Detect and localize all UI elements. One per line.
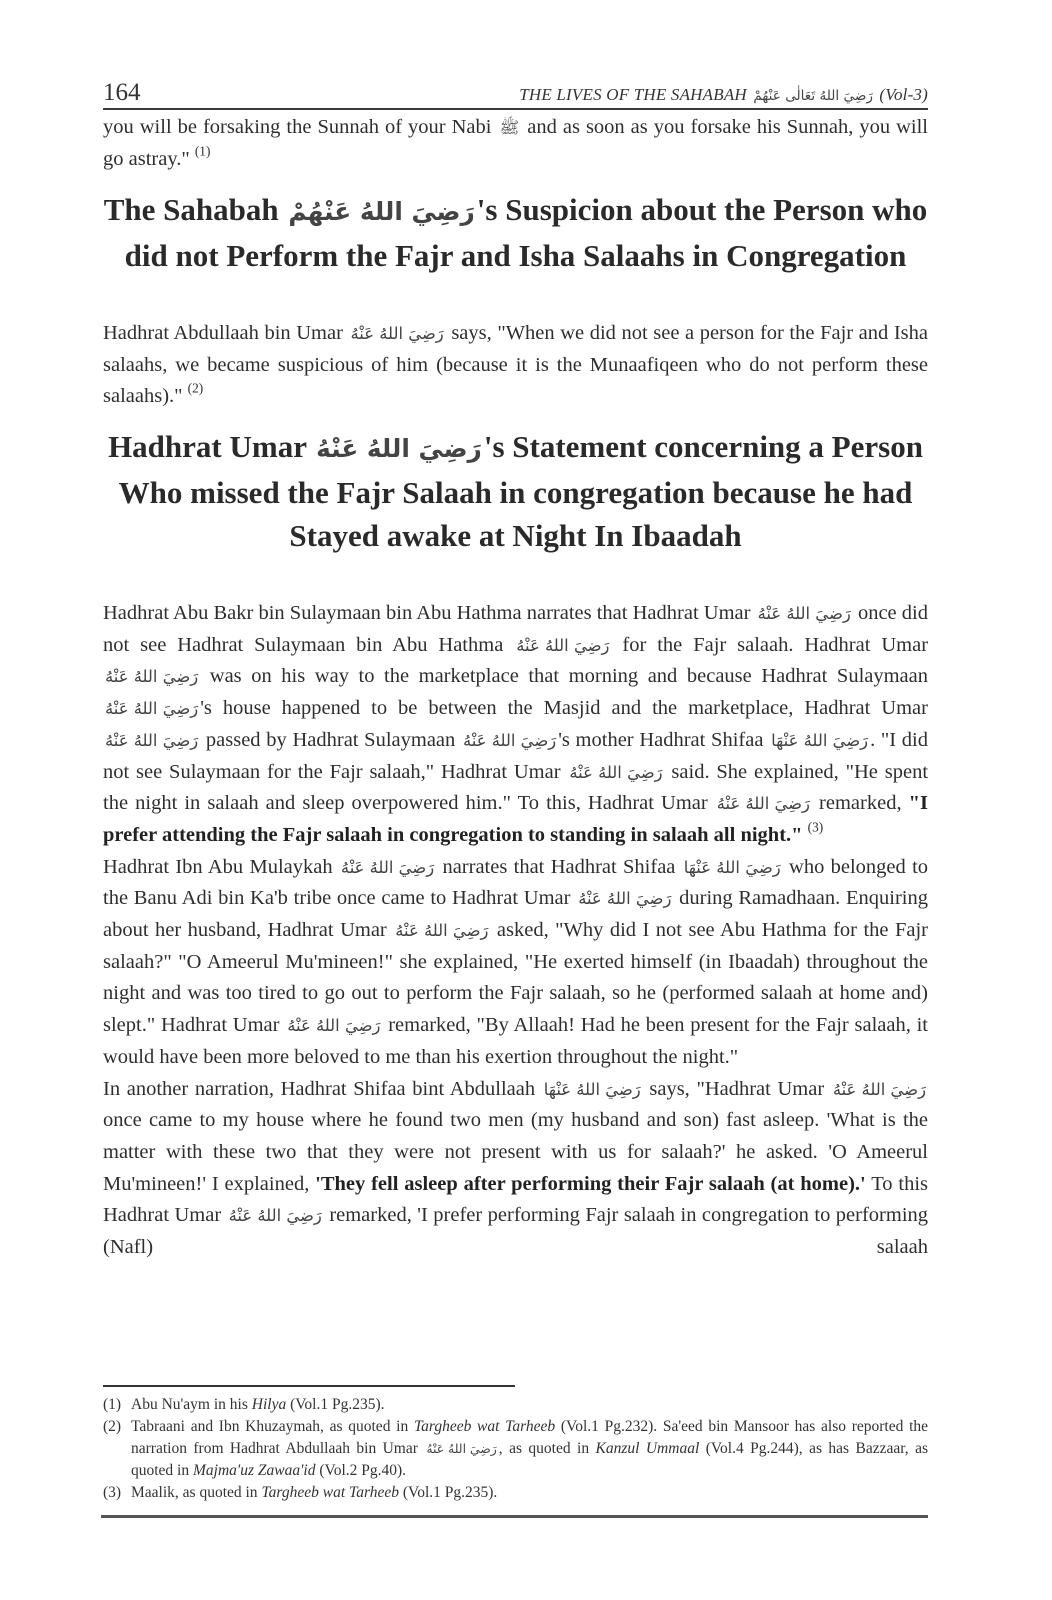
honorific-female-icon: رَضِيَ اللهُ عَنْهَا (543, 1079, 641, 1099)
text-run: 's house happened to be between the Masjid and the marketplace, Hadhrat Umar (200, 697, 928, 720)
section-heading-umar-statement (103, 425, 928, 558)
source-title: Hilya (251, 1396, 287, 1413)
text-run: passed by Hadhrat Sulaymaan (205, 728, 456, 751)
heading-text: The Sahabah (103, 192, 279, 227)
text-run: during Ramadhaan. Enquiring about her husband, Hadhrat Umar (103, 887, 928, 942)
source-title: Targheeb wat Tarheeb (413, 1418, 556, 1435)
volume-label: (Vol-3) (879, 85, 928, 104)
text-run: (Vol.1 Pg.235). (402, 1484, 498, 1501)
running-header (103, 78, 928, 110)
footnote-ref-1[interactable]: (1) (194, 143, 211, 159)
text-run: remarked, (819, 792, 902, 815)
honorific-male-icon: رَضِيَ اللهُ عَنْهُ (462, 730, 557, 750)
text-run: To this Hadhrat Umar (103, 1172, 929, 1227)
footnote-text (131, 1416, 928, 1482)
text-run: (Vol.2 Pg.40). (319, 1462, 407, 1479)
footnote-1 (103, 1394, 928, 1416)
honorific-plural-icon: رَضِيَ اللهُ عَنْهُمْ (288, 197, 475, 226)
honorific-male-icon: رَضِيَ اللهُ عَنْهُ (105, 667, 199, 687)
bold-quote: "I prefer attending the Fajr salaah in congregation to standing in salaah all night." (103, 792, 929, 846)
text-run: says, "When we did not see a person for the Fajr and Isha salaahs, we became suspicious of him (because it is the Munaafiqeen who do not perform these salaahs)." (103, 322, 929, 408)
section2-body (103, 598, 928, 1264)
honorific-male-icon: رَضِيَ اللهُ عَنْهُ (832, 1079, 927, 1099)
footnote-2 (103, 1416, 928, 1482)
source-title: Targheeb wat Tarheeb (261, 1484, 399, 1501)
honorific-male-icon: رَضِيَ اللهُ عَنْهُ (287, 1016, 381, 1036)
intro-paragraph (103, 112, 928, 175)
text-run: Maalik, as quoted in (131, 1484, 258, 1501)
text-run: Abu Nu'aym in his (131, 1396, 248, 1413)
honorific-female-icon: رَضِيَ اللهُ عَنْهَا (683, 857, 781, 877)
text-run: (Vol.1 Pg.235). (290, 1396, 385, 1413)
footnote-marker: (2) (103, 1418, 122, 1435)
honorific-male-icon: رَضِيَ اللهُ عَنْهُ (105, 699, 199, 719)
page-number: 164 (103, 79, 141, 106)
text-run: was on his way to the marketplace that morning and because Hadhrat Sulaymaan (209, 665, 929, 688)
text-run: Hadhrat Abu Bakr bin Sulaymaan bin Abu Hathma narrates that Hadhrat Umar (103, 602, 751, 624)
text-run: , as quoted in (498, 1440, 590, 1457)
book-title-text: THE LIVES OF THE SAHABAH (519, 85, 747, 104)
text-run: narrates that Hadhrat Shifaa (442, 855, 676, 878)
paragraph-shifaa-narration (103, 1074, 928, 1264)
text-run: once did not see Hadhrat Sulaymaan bin Abu Hathma (103, 602, 928, 656)
text-run: for the Fajr salaah. Hadhrat Umar (622, 633, 929, 656)
footnote-text (131, 1394, 928, 1416)
source-title: Majma'uz Zawaa'id (193, 1462, 316, 1479)
honorific-male-icon: رَضِيَ اللهُ عَنْهُ (340, 857, 435, 877)
text-run: once came to my house where he found two men (my husband and son) fast asleep. 'What is the matter with these two that they were not present with us for salaah?' he asked. 'O Ameerul Mu'mineen!' I explained, (103, 1109, 928, 1195)
honorific-male-icon: رَضِيَ اللهُ عَنْهُ (569, 762, 663, 782)
text-run: Tabraani and Ibn Khuzaymah, as quoted in (131, 1418, 409, 1435)
section1-paragraph (103, 318, 928, 413)
honorific-male-icon: رَضِيَ اللهُ عَنْهُ (350, 324, 444, 343)
honorific-male-icon: رَضِيَ اللهُ عَنْهُ (105, 730, 199, 750)
honorific-male-icon: رَضِيَ اللهُ عَنْهُ (757, 604, 851, 623)
book-title (519, 82, 928, 109)
text-run: In another narration, Hadhrat Shifaa bint Abdullaah (103, 1077, 536, 1100)
text-run: who belonged to the Banu Adi bin Ka'b tribe once came to Hadhrat Umar (103, 855, 929, 910)
heading-text: Hadhrat Umar (108, 429, 307, 464)
section-heading-suspicion (103, 188, 928, 277)
footnote-separator (103, 1385, 515, 1387)
text-run: said. She explained, "He spent the night in salaah and sleep overpowered him." To this, Hadhrat Umar (103, 760, 929, 815)
honorific-male-icon: رَضِيَ اللهُ عَنْهُ (578, 889, 672, 909)
text-run: remarked, "By Allaah! Had he been present for the Fajr salaah, it would have been more beloved to me than his exertion throughout the night." (103, 1014, 929, 1068)
text-run: (Vol.1 Pg.232). Sa'eed bin Mansoor has also reported the narration from Hadhrat Abdullaah bin Umar (131, 1418, 929, 1457)
text-run: . "I did not see Sulaymaan for the Fajr salaah," Hadhrat Umar (103, 728, 928, 783)
heading-text: 's Suspicion about the Person who did not Perform the Fajr and Isha Salaahs in Congregation (124, 192, 928, 273)
honorific-male-icon: رَضِيَ اللهُ عَنْهُ (716, 794, 810, 814)
honorific-male-icon: رَضِيَ اللهُ عَنْهُ (516, 635, 610, 655)
text-run: Hadhrat Ibn Abu Mulaykah (103, 855, 333, 878)
honorific-plural-icon: رَضِيَ اللهُ تَعَالٰى عَنْهُمْ (753, 88, 873, 104)
footnote-marker: (3) (103, 1484, 122, 1501)
paragraph-ibn-abu-mulaykah (103, 852, 928, 1074)
honorific-male-icon: رَضِيَ اللهُ عَنْهُ (426, 1441, 497, 1456)
footnote-text (131, 1482, 928, 1504)
honorific-nabi-icon: ﷺ (499, 118, 520, 137)
source-title: Kanzul Ummaal (595, 1440, 700, 1457)
footnote-marker: (1) (103, 1396, 122, 1413)
bottom-rule (101, 1515, 928, 1518)
text-run: (Vol.4 Pg.244), as has Bazzaar, as quoted in (131, 1440, 929, 1479)
footnote-ref-2[interactable]: (2) (187, 381, 204, 397)
honorific-male-icon: رَضِيَ اللهُ عَنْهُ (395, 921, 489, 941)
text-run: Hadhrat Abdullaah bin Umar (103, 322, 343, 344)
honorific-female-icon: رَضِيَ اللهُ عَنْهَا (771, 730, 869, 750)
text-run: 's mother Hadhrat Shifaa (558, 728, 764, 751)
paragraph-abu-bakr (103, 598, 928, 852)
text-run: you will be forsaking the Sunnah of your Nabi (103, 116, 492, 138)
heading-text: 's Statement concerning a Person Who missed the Fajr Salaah in congregation because he had Stayed awake at Night In Ibaadah (118, 429, 923, 553)
footnotes (103, 1394, 928, 1504)
footnote-ref-3[interactable]: (3) (807, 819, 824, 835)
text-run: and as soon as you forsake his Sunnah, you will go astray." (103, 116, 928, 170)
text-run: says, "Hadhrat Umar (649, 1077, 825, 1100)
footnote-3 (103, 1482, 928, 1504)
text-run: remarked, 'I prefer performing Fajr salaah in congregation to performing (Nafl) salaah (103, 1204, 929, 1259)
text-run: asked, "Why did I not see Abu Hathma for the Fajr salaah?" "O Ameerul Mu'mineen!" she explained, "He exerted himself (in Ibaadah) throughout the night and was too tired to go out to perform the Fajr salaah, so he (performed salaah at home and) slept." Hadhrat Umar (103, 919, 929, 1037)
honorific-male-icon: رَضِيَ اللهُ عَنْهُ (316, 434, 482, 463)
bold-quote: 'They fell asleep after performing their Fajr salaah (at home).' (315, 1172, 866, 1195)
honorific-male-icon: رَضِيَ اللهُ عَنْهُ (228, 1206, 322, 1226)
